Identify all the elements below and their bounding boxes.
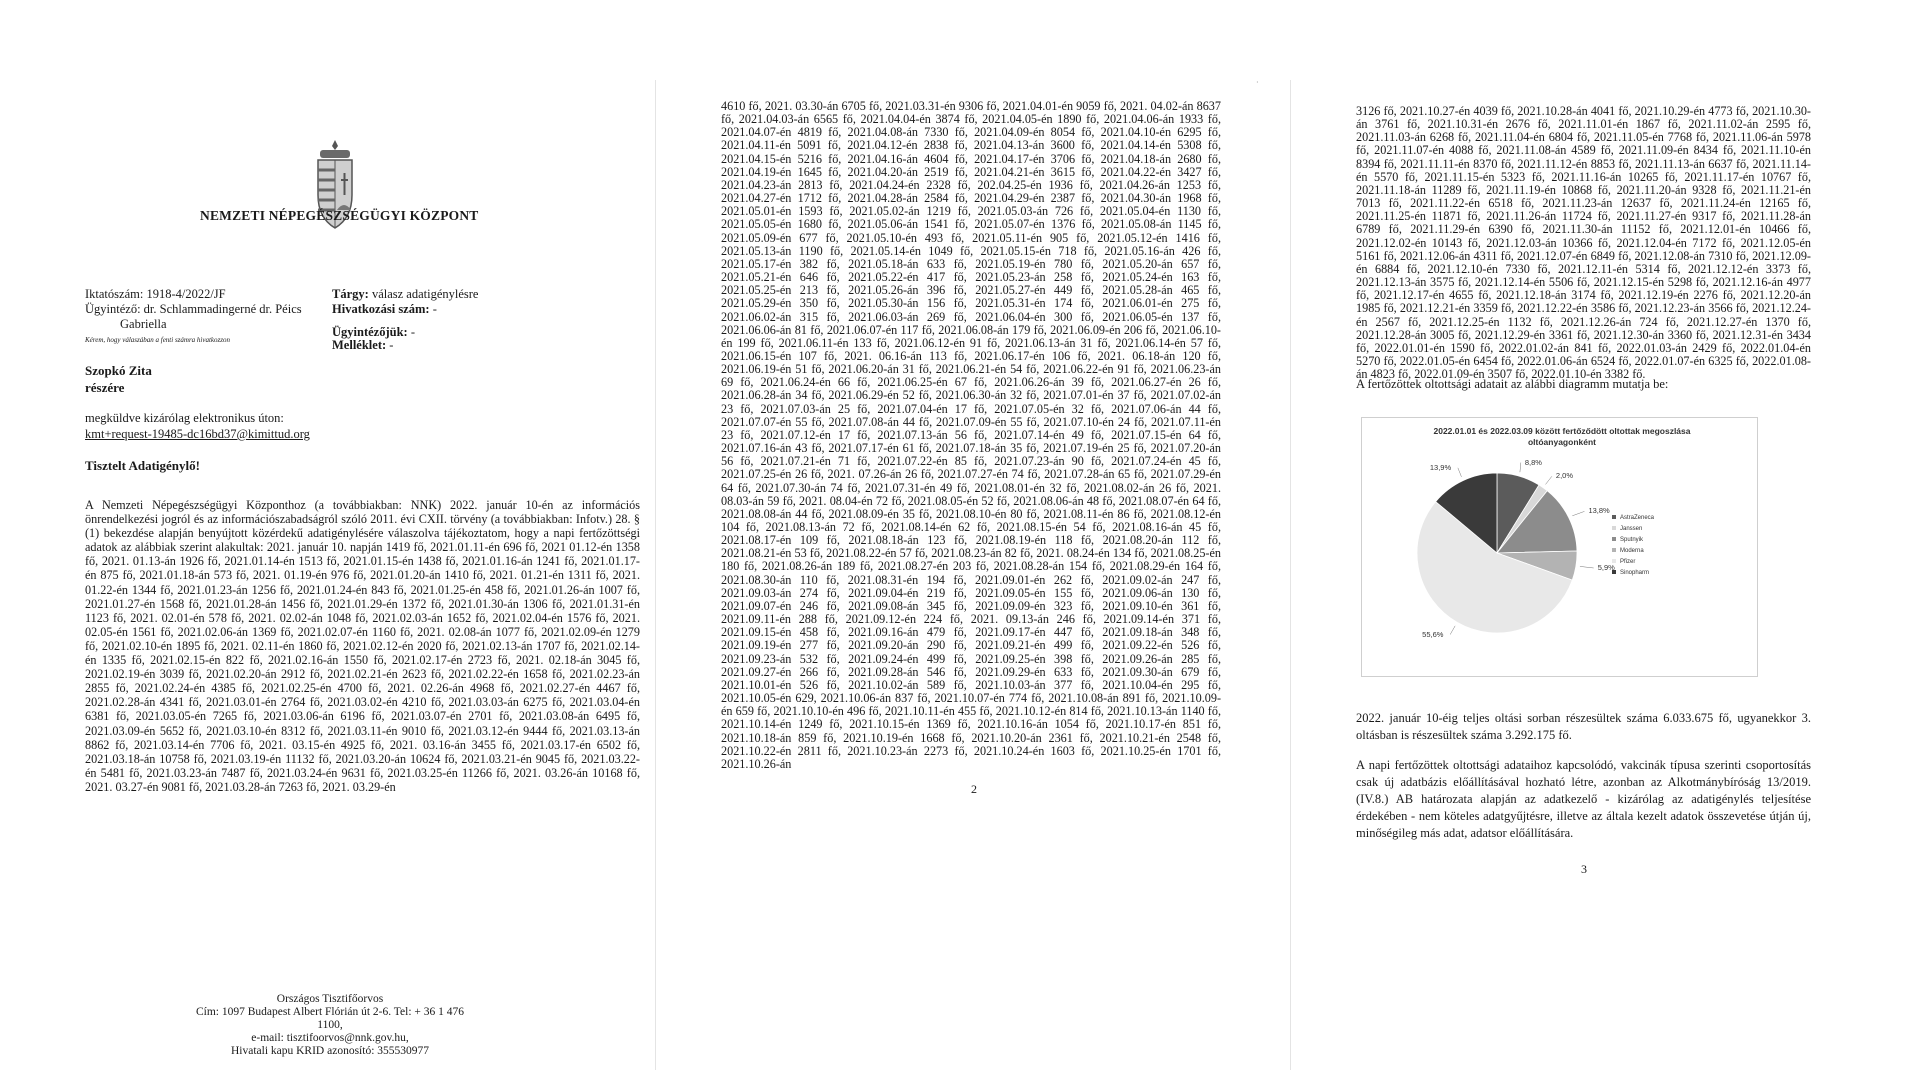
legend-label: Sinopharm bbox=[1620, 570, 1650, 576]
legend-label: Sputnyik bbox=[1620, 537, 1644, 543]
legend-swatch bbox=[1612, 537, 1616, 541]
legend-item bbox=[1612, 568, 1654, 579]
attachment-value: - bbox=[389, 338, 394, 352]
page-number: 3 bbox=[1581, 862, 1587, 876]
legend-item bbox=[1612, 513, 1654, 524]
legend-item bbox=[1612, 557, 1654, 568]
letter-page-2 bbox=[655, 80, 1296, 1070]
legend-swatch bbox=[1612, 515, 1616, 519]
letter-footer bbox=[190, 993, 470, 1058]
pie-data-label: 5,9% bbox=[1597, 562, 1615, 572]
pie-leader-line bbox=[1450, 626, 1455, 635]
pie-data-label: 13,9% bbox=[1429, 462, 1452, 472]
attachment-row bbox=[332, 338, 393, 353]
their-officer-value: - bbox=[410, 325, 415, 339]
reference-row bbox=[332, 302, 437, 317]
letter-body-paragraph: A Nemzeti Népegészségügyi Központhoz (a továbbiakban: NNK) 2022. január 10-én az információs önrendelkezési jogról és az információszabadságról szóló 2011. évi CXII. törvény (a továbbiakban: Infotv.) 28. § (1) bekezdése alapján benyújtott közérdekű adatigénylésére válaszolva tájékoztatom, hogy a napi fertőzöttségi adatok az alábbiak szerint alakultak: 2021. január 10. napján 1419 fő, 2021.01.11-én 696 fő, 2021 01.12-én 1358 fő, 2021. 01.13-án 1926 fő, 2021.01.14-én 1513 fő, 2021.01.15-én 1438 fő, 2021.01.16-án 1241 fő, 2021.01.17-én 875 fő, 2021.01.18-án 573 fő, 2021. 01.19-én 976 fő, 2021.01.20-án 1410 fő, 2021. 01.21-én 1311 fő, 2021. 01.22-én 1344 fő, 2021.01.23-án 1256 fő, 2021.01.24-én 843 fő, 2021.01.25-én 458 fő, 2021.01.26-án 1007 fő, 2021.01.27-én 1568 fő, 2021.01.28-án 1456 fő, 2021.01.29-én 1372 fő, 2021.01.30-án 1306 fő, 2021.01.31-én 1123 fő, 2021. 02.01-én 578 fő, 2021. 02.02-án 1048 fő, 2021.02.03-án 1652 fő, 2021.02.04-én 1576 fő, 2021. 02.05-én 1561 fő, 2021.02.06-án 1369 fő, 2021.02.07-én 1160 fő, 2021. 02.08-án 1077 fő, 2021.02.09-én 1279 fő, 2021.02.10-én 1895 fő, 2021. 02.11-én 1860 fő, 2021.02.12-én 2020 fő, 2021.02.13-án 1707 fő, 2021.02.14-én 1335 fő, 2021.02.15-én 822 fő, 2021.02.16-án 1550 fő, 2021.02.17-én 2723 fő, 2021. 02.18-án 3045 fő, 2021.02.19-én 3039 fő, 2021.02.20-án 2912 fő, 2021.02.21-én 2623 fő, 2021.02.22-én 1658 fő, 2021.02.23-án 2855 fő, 2021.02.24-én 4385 fő, 2021.02.25-én 4700 fő, 2021. 02.26-án 4968 fő, 2021.02.27-én 4467 fő, 2021.02.28-án 4341 fő, 2021.03.01-én 2764 fő, 2021.03.02-én 4210 fő, 2021.03.03-án 6275 fő, 2021.03.04-én 6381 fő, 2021.03.05-én 7265 fő, 2021.03.06-án 6196 fő, 2021.03.07-én 2701 fő, 2021.03.08-án 6495 fő, 2021.03.09-én 5652 fő, 2021.03.10-én 8312 fő, 2021.03.11-én 9010 fő, 2021.03.12-én 9444 fő, 2021.03.13-án 8862 fő, 2021.03.14-én 7706 fő, 2021. 03.15-én 4925 fő, 2021. 03.16-án 3455 fő, 2021.03.17-én 6502 fő, 2021.03.18-án 10758 fő, 2021.03.19-én 11132 fő, 2021.03.20-án 10624 fő, 2021.03.21-én 9045 fő, 2021.03.22-én 5481 fő, 2021.03.23-án 7487 fő, 2021.03.24-én 9631 fő, 2021.03.25-én 11266 fő, 2021. 03.26-án 10168 fő, 2021. 03.27-én 9081 fő, 2021.03.28-án 7263 fő, 2021. 03.29-én bbox=[85, 498, 640, 794]
footer-address: Cím: 1097 Budapest Albert Flórián út 2-6. Tel: + 36 1 476 1100, bbox=[195, 1006, 465, 1031]
pie-data-label: 13,8% bbox=[1588, 506, 1610, 516]
subject-value: válasz adatigénylésre bbox=[371, 287, 479, 301]
reference-request-note: Kérem, hogy válaszában a fenti számra hivatkozzon bbox=[85, 336, 230, 344]
pie-leader-line bbox=[1572, 511, 1584, 515]
letter-page-3 bbox=[1290, 80, 1920, 1070]
legend-label: AstraZeneca bbox=[1620, 515, 1655, 521]
footer-krid: Hivatali kapu KRID azonosító: 355530977 bbox=[230, 1045, 430, 1057]
attachment-label: Melléklet: bbox=[332, 338, 387, 352]
legend-item bbox=[1612, 546, 1654, 557]
greeting: Tisztelt Adatigénylő! bbox=[85, 458, 200, 473]
vaccine-pie-chart bbox=[1361, 417, 1758, 677]
reference-value: - bbox=[432, 302, 437, 316]
pie-leader-line bbox=[1580, 566, 1594, 568]
recipient-name: Szopkó Zita bbox=[85, 363, 152, 378]
footer-email: e-mail: tisztifoorvos@nnk.gov.hu, bbox=[251, 1032, 409, 1044]
fully-vaccinated-paragraph: 2022. január 10-éig teljes oltási sorban részesültek száma 6.033.675 fő, ugyanekkor 3. oltásban is részesültek száma 3.292.175 fő. bbox=[1356, 711, 1811, 742]
daily-cases-text-continued: 4610 fő, 2021. 03.30-án 6705 fő, 2021.03.31-én 9306 fő, 2021.04.01-én 9059 fő, 2021. 04.02-án 8637 fő, 2021.04.03-án 6565 fő, 2021.04.04-én 3874 fő, 2021.04.05-én 1890 fő, 2021.04.06-án 1933 fő, 2021.04.07-én 4819 fő, 2021.04.08-án 7330 fő, 2021.04.09-én 8054 fő, 2021.04.10-én 6295 fő, 2021.04.11-én 5091 fő, 2021.04.12-én 2838 fő, 2021.04.13-án 3600 fő, 2021.04.14-én 5308 fő, 2021.04.15-én 5216 fő, 2021.04.16-án 4604 fő, 2021.04.17-én 3706 fő, 2021.04.18-án 2680 fő, 2021.04.19-én 1645 fő, 2021.04.20-án 2519 fő, 2021.04.21-én 3615 fő, 2021.04.22-én 3427 fő, 2021.04.23-án 2813 fő, 2021.04.24-én 2328 fő, 202.04.25-én 1936 fő, 2021.04.26-án 1253 fő, 2021.04.27-én 1712 fő, 2021.04.28-án 2584 fő, 2021.04.29-én 2387 fő, 2021.04.30-án 1968 fő, 2021.05.01-én 1593 fő, 2021.05.02-án 1219 fő, 2021.05.03-án 726 fő, 2021.05.04-én 1130 fő, 2021.05.05-én 1680 fő, 2021.05.06-án 1541 fő, 2021.05.07-én 1376 fő, 2021.05.08-án 1145 fő, 2021.05.09-én 677 fő, 2021.05.10-én 493 fő, 2021.05.11-én 905 fő, 2021.05.12-én 1416 fő, 2021.05.13-án 1190 fő, 2021.05.14-én 1049 fő, 2021.05.15-én 718 fő, 2021.05.16-án 426 fő, 2021.05.17-én 382 fő, 2021.05.18-án 633 fő, 2021.05.19-én 780 fő, 2021.05.20-án 657 fő, 2021.05.21-én 646 fő, 2021.05.22-én 417 fő, 2021.05.23-án 258 fő, 2021.05.24-én 163 fő, 2021.05.25-én 213 fő, 2021.05.26-án 396 fő, 2021.05.27-én 449 fő, 2021.05.28-án 465 fő, 2021.05.29-én 350 fő, 2021.05.30-án 156 fő, 2021.05.31-én 174 fő, 2021.06.01-én 275 fő, 2021.06.02-án 315 fő, 2021.06.03-án 269 fő, 2021.06.04-én 300 fő, 2021.06.05-én 137 fő, 2021.06.06-án 81 fő, 2021.06.07-én 117 fő, 2021.06.08-án 179 fő, 2021.06.09-én 206 fő, 2021.06.10-én 199 fő, 2021.06.11-én 133 fő, 2021.06.12-én 91 fő, 2021.06.13-án 31 fő, 2021.06.14-én 57 fő, 2021.06.15-én 107 fő, 2021. 06.16-án 113 fő, 2021.06.17-én 106 fő, 2021. 06.18-án 120 fő, 2021.06.19-én 51 fő, 2021.06.20-án 31 fő, 2021.06.21-én 54 fő, 2021.06.22-én 91 fő, 2021.06.23-án 69 fő, 2021.06.24-én 66 fő, 2021.06.25-én 67 fő, 2021.06.26-án 39 fő, 2021.06.27-én 26 fő, 2021.06.28-án 34 fő, 2021.06.29-én 52 fő, 2021.06.30-án 32 fő, 2021.07.01-én 37 fő, 2021.07.02-án 23 fő, 2021.07.03-án 25 fő, 2021.07.04-én 17 fő, 2021.07.05-én 32 fő, 2021.07.06-án 44 fő, 2021.07.07-én 55 fő, 2021.07.08-án 44 fő, 2021.07.09-én 55 fő, 2021.07.10-én 24 fő, 2021.07.11-én 23 fő, 2021.07.12-én 17 fő, 2021.07.13-án 56 fő, 2021.07.14-én 49 fő, 2021.07.15-én 64 fő, 2021.07.16-án 43 fő, 2021.07.17-én 61 fő, 2021.07.18-án 35 fő, 2021.07.19-én 25 fő, 2021.07.20-án 56 fő, 2021.07.21-én 71 fő, 2021.07.22-én 85 fő, 2021.07.23-án 90 fő, 2021.07.24-én 45 fő, 2021.07.25-én 26 fő, 2021. 07.26-án 26 fő, 2021.07.27-én 74 fő, 2021.07.28-án 65 fő, 2021.07.29-én 64 fő, 2021.07.30-án 74 fő, 2021.07.31-én 49 fő, 2021.08.01-én 32 fő, 2021.08.02-án 26 fő, 2021. 08.03-án 59 fő, 2021. 08.04-én 72 fő, 2021.08.05-én 52 fő, 2021.08.06-án 48 fő, 2021.08.07-én 64 fő, 2021.08.08-án 44 fő, 2021.08.09-én 35 fő, 2021.08.10-én 80 fő, 2021.08.11-én 86 fő, 2021.08.12-én 104 fő, 2021.08.13-án 72 fő, 2021.08.14-én 62 fő, 2021.08.15-én 54 fő, 2021.08.16-án 45 fő, 2021.08.17-én 109 fő, 2021.08.18-án 123 fő, 2021.08.19-én 118 fő, 2021.08.20-án 112 fő, 2021.08.21-én 53 fő, 2021.08.22-én 57 fő, 2021.08.23-án 82 fő, 2021. 08.24-én 134 fő, 2021.08.25-én 180 fő, 2021.08.26-án 189 fő, 2021.08.27-én 203 fő, 2021.08.28-án 154 fő, 2021.08.29-én 164 fő, 2021.08.30-án 110 fő, 2021.08.31-én 194 fő, 2021.09.01-én 262 fő, 2021.09.02-án 247 fő, 2021.09.03-án 274 fő, 2021.09.04-én 219 fő, 2021.09.05-én 155 fő, 2021.09.06-án 130 fő, 2021.09.07-én 246 fő, 2021.09.08-án 345 fő, 2021.09.09-én 323 fő, 2021.09.10-én 361 fő, 2021.09.11-én 288 fő, 2021.09.12-én 224 fő, 2021. 09.13-án 246 fő, 2021.09.14-én 371 fő, 2021.09.15-én 458 fő, 2021.09.16-án 479 fő, 2021.09.17-én 447 fő, 2021.09.18-án 348 fő, 2021.09.19-én 277 fő, 2021.09.20-án 290 fő, 2021.09.21-én 499 fő, 2021.09.22-én 526 fő, 2021.09.23-án 532 fő, 2021.09.24-én 499 fő, 2021.09.25-én 398 fő, 2021.09.26-án 285 fő, 2021.09.27-én 266 fő, 2021.09.28-án 546 fő, 2021.09.29-én 633 fő, 2021.09.30-án 679 fő, 2021.10.01-én 526 fő, 2021.10.02-án 589 fő, 2021.10.03-án 377 fő, 2021.10.04-én 295 fő, 2021.10.05-én 629, 2021.10.06-án 837 fő, 2021.10.07-én 774 fő, 2021.10.08-án 891 fő, 2021.10.09-én 659 fő, 2021.10.10-én 496 fő, 2021.10.11-én 455 fő, 2021.10.12-én 814 fő, 2021.10.13-án 1140 fő, 2021.10.14-én 1249 fő, 2021.10.15-én 1369 fő, 2021.10.16-án 1054 fő, 2021.10.17-én 851 fő, 2021.10.18-án 859 fő, 2021.10.19-én 1668 fő, 2021.10.20-án 2361 fő, 2021.10.21-én 2548 fő, 2021.10.22-én 2811 fő, 2021.10.23-án 2273 fő, 2021.10.24-én 1603 fő, 2021.10.25-én 1701 fő, 2021.10.26-án bbox=[721, 99, 1221, 771]
legend-item bbox=[1612, 524, 1654, 535]
scan-speck: · bbox=[1256, 80, 1259, 87]
daily-cases-text-final: 3126 fő, 2021.10.27-én 4039 fő, 2021.10.28-án 4041 fő, 2021.10.29-én 4773 fő, 2021.10.30-án 3761 fő, 2021.10.31-én 2676 fő, 2021.11.01-én 1867 fő, 2021.11.02-án 2595 fő, 2021.11.03-án 6268 fő, 2021.11.04-én 6804 fő, 2021.11.05-én 7768 fő, 2021.11.06-án 5978 fő, 2021.11.07-én 4088 fő, 2021.11.08-án 4589 fő, 2021.11.09-én 8434 fő, 2021.11.10-én 8394 fő, 2021.11.11-én 8370 fő, 2021.11.12-én 8853 fő, 2021.11.13-án 6637 fő, 2021.11.14-én 5570 fő, 2021.11.15-én 5323 fő, 2021.11.16-án 10265 fő, 2021.11.17-én 10767 fő, 2021.11.18-án 11289 fő, 2021.11.19-én 10868 fő, 2021.11.20-án 9328 fő, 2021.11.21-én 7013 fő, 2021.11.22-én 6518 fő, 2021.11.23-án 12637 fő, 2021.11.24-én 12165 fő, 2021.11.25-én 11871 fő, 2021.11.26-án 11724 fő, 2021.11.27-én 9317 fő, 2021.11.28-án 6789 fő, 2021.11.29-én 6390 fő, 2021.11.30-án 11152 fő, 2021.12.01-én 10466 fő, 2021.12.02-én 10143 fő, 2021.12.03-án 10366 fő, 2021.12.04-én 7172 fő, 2021.12.05-én 5161 fő, 2021.12.06-án 4311 fő, 2021.12.07-én 6849 fő, 2021.12.08-án 7310 fő, 2021.12.09-én 6884 fő, 2021.12.10-én 7330 fő, 2021.12.11-én 5314 fő, 2021.12.12-én 3373 fő, 2021.12.13-án 3575 fő, 2021.12.14-én 5506 fő, 2021.12.15-én 5298 fő, 2021.12.16-án 4977 fő, 2021.12.17-én 4655 fő, 2021.12.18-án 3174 fő, 2021.12.19-én 2276 fő, 2021.12.20-án 1985 fő, 2021.12.21-én 3359 fő, 2021.12.22-én 3586 fő, 2021.12.23-án 3566 fő, 2021.12.24-én 2567 fő, 2021.12.25-én 1132 fő, 2021.12.26-án 724 fő, 2021.12.27-én 1370 fő, 2021.12.28-án 3005 fő, 2021.12.29-én 3361 fő, 2021.12.30-án 3360 fő, 2021.12.31-én 3434 fő, 2022.01.01-én 1590 fő, 2022.01.02-án 841 fő, 2022.01.03-án 2429 fő, 2022.01.04-én 5270 fő, 2022.01.05-én 6454 fő, 2022.01.06-án 6524 fő, 2022.01.07-én 6325 fő, 2022.01.08-án 4823 fő, 2022.01.09-én 3507 fő, 2022.01.10-én 3382 fő. bbox=[1356, 104, 1811, 382]
legend-item bbox=[1612, 535, 1654, 546]
delivery-note: megküldve kizárólag elektronikus úton: bbox=[85, 411, 284, 425]
chart-title: 2022.01.01 és 2022.03.09 között fertőződött oltottak megoszlása oltóanyagonként bbox=[1433, 426, 1691, 447]
recipient-suffix: részére bbox=[85, 380, 125, 395]
pie-data-label: 8,8% bbox=[1524, 457, 1542, 467]
reference-number: Iktatószám: 1918-4/2022/JF bbox=[85, 287, 226, 301]
data-availability-paragraph: A napi fertőzöttek oltottsági adataihoz kapcsolódó, vakcinák típusa szerinti csoportosítás csak új adatbázis előállításával hozható létre, azonban az Alkotmánybíróság 13/2019. (IV.8.) AB határozata alapján az adatkezelő - kizárólag az adatigénylés teljesítése érdekében - nem köteles adatgyűjtésre, illetve az általa kezelt adatok összevetése útján új, minőségileg más adat, adatsor előállítására. bbox=[1356, 758, 1811, 840]
case-officer: Ügyintéző: dr. Schlammadingerné dr. Péics bbox=[85, 302, 302, 316]
pie-data-label: 2,0% bbox=[1555, 471, 1574, 481]
pie-data-label: 55,6% bbox=[1422, 629, 1444, 639]
pie-leader-line bbox=[1546, 476, 1552, 484]
recipient-email-link[interactable]: kmt+request-19485-dc16bd37@kimittud.org bbox=[85, 427, 310, 441]
pie-leader-line bbox=[1458, 468, 1462, 477]
chart-legend bbox=[1612, 513, 1654, 579]
footer-title: Országos Tisztifőorvos bbox=[276, 993, 384, 1005]
legend-label: Janssen bbox=[1620, 526, 1643, 532]
delivery-block bbox=[85, 410, 310, 442]
organization-name: NEMZETI NÉPEGÉSZSÉGÜGYI KÖZPONT bbox=[200, 208, 479, 223]
legend-swatch bbox=[1612, 526, 1616, 530]
legend-swatch bbox=[1612, 548, 1616, 552]
subject-row bbox=[332, 287, 478, 302]
letter-page-1 bbox=[60, 80, 650, 1070]
recipient-block bbox=[85, 362, 152, 396]
legend-label: Moderna bbox=[1620, 548, 1644, 554]
their-officer-label: Ügyintézőjük: bbox=[332, 325, 408, 339]
case-officer-continued: Gabriella bbox=[120, 317, 167, 331]
pie-leader-line bbox=[1520, 463, 1521, 473]
subject-label: Tárgy: bbox=[332, 287, 369, 301]
page-number: 2 bbox=[971, 782, 977, 796]
legend-label: Pfizer bbox=[1620, 559, 1636, 565]
chart-intro: A fertőzöttek oltottsági adatait az alábbi diagramm mutatja be: bbox=[1356, 377, 1669, 391]
reference-label: Hivatkozási szám: bbox=[332, 302, 430, 316]
